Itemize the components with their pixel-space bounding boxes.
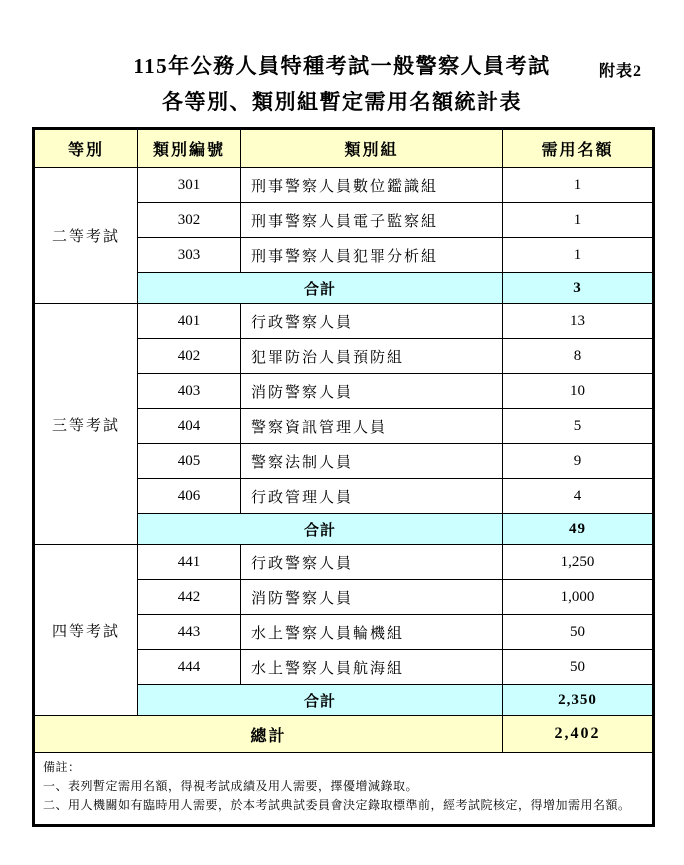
quota-value: 8 xyxy=(503,339,654,374)
col-header-grade: 等別 xyxy=(34,129,138,168)
subtotal-value: 2,350 xyxy=(503,685,654,716)
subtotal-value: 3 xyxy=(503,273,654,304)
quota-value: 13 xyxy=(503,304,654,339)
table-row xyxy=(34,304,654,339)
total-value: 2,402 xyxy=(503,716,654,753)
category-code: 444 xyxy=(138,650,241,685)
category-name: 刑事警察人員犯罪分析組 xyxy=(241,238,503,273)
category-name: 警察法制人員 xyxy=(241,444,503,479)
col-header-quota: 需用名額 xyxy=(503,129,654,168)
quota-value: 1,250 xyxy=(503,545,654,580)
table-row xyxy=(34,545,654,580)
grade-cell: 三等考試 xyxy=(34,304,138,545)
quota-value: 5 xyxy=(503,409,654,444)
quota-value: 1 xyxy=(503,238,654,273)
col-header-code: 類別編號 xyxy=(138,129,241,168)
quota-value: 1 xyxy=(503,203,654,238)
quota-value: 50 xyxy=(503,650,654,685)
document-title-line2: 各等別、類別組暫定需用名額統計表 xyxy=(162,90,522,114)
quota-value: 1,000 xyxy=(503,580,654,615)
category-code: 403 xyxy=(138,374,241,409)
category-name: 犯罪防治人員預防組 xyxy=(241,339,503,374)
notes-title: 備註： xyxy=(43,760,81,774)
category-name: 行政警察人員 xyxy=(241,304,503,339)
total-row xyxy=(34,716,654,753)
category-code: 303 xyxy=(138,238,241,273)
note-line: 二、用人機關如有臨時用人需要，於本考試典試委員會決定錄取標準前，經考試院核定，得增加需用名額。 xyxy=(43,798,631,812)
quota-value: 9 xyxy=(503,444,654,479)
quota-value: 1 xyxy=(503,168,654,203)
category-code: 443 xyxy=(138,615,241,650)
category-code: 401 xyxy=(138,304,241,339)
category-name: 行政管理人員 xyxy=(241,479,503,514)
total-label: 總計 xyxy=(34,716,503,753)
category-name: 消防警察人員 xyxy=(241,580,503,615)
grade-cell: 二等考試 xyxy=(34,168,138,304)
subtotal-label: 合計 xyxy=(138,514,503,545)
subtotal-label: 合計 xyxy=(138,273,503,304)
category-name: 警察資訊管理人員 xyxy=(241,409,503,444)
category-name: 水上警察人員航海組 xyxy=(241,650,503,685)
category-code: 406 xyxy=(138,479,241,514)
subtotal-label: 合計 xyxy=(138,685,503,716)
category-code: 442 xyxy=(138,580,241,615)
category-name: 消防警察人員 xyxy=(241,374,503,409)
category-name: 水上警察人員輪機組 xyxy=(241,615,503,650)
category-code: 441 xyxy=(138,545,241,580)
attachment-tag: 附表2 xyxy=(598,63,642,80)
note-line: 一、表列暫定需用名額，得視考試成績及用人需要，擇優增減錄取。 xyxy=(43,779,419,793)
category-code: 405 xyxy=(138,444,241,479)
col-header-name: 類別組 xyxy=(241,129,503,168)
category-name: 刑事警察人員數位鑑識組 xyxy=(241,168,503,203)
category-code: 404 xyxy=(138,409,241,444)
quota-value: 10 xyxy=(503,374,654,409)
quota-table xyxy=(32,127,655,827)
category-code: 301 xyxy=(138,168,241,203)
table-header-row xyxy=(34,129,654,168)
category-code: 402 xyxy=(138,339,241,374)
quota-value: 4 xyxy=(503,479,654,514)
category-code: 302 xyxy=(138,203,241,238)
table-row xyxy=(34,168,654,203)
category-name: 刑事警察人員電子監察組 xyxy=(241,203,503,238)
quota-value: 50 xyxy=(503,615,654,650)
category-name: 行政警察人員 xyxy=(241,545,503,580)
document-title-line1: 115年公務人員特種考試一般警察人員考試 xyxy=(133,54,551,78)
grade-cell: 四等考試 xyxy=(34,545,138,716)
subtotal-value: 49 xyxy=(503,514,654,545)
